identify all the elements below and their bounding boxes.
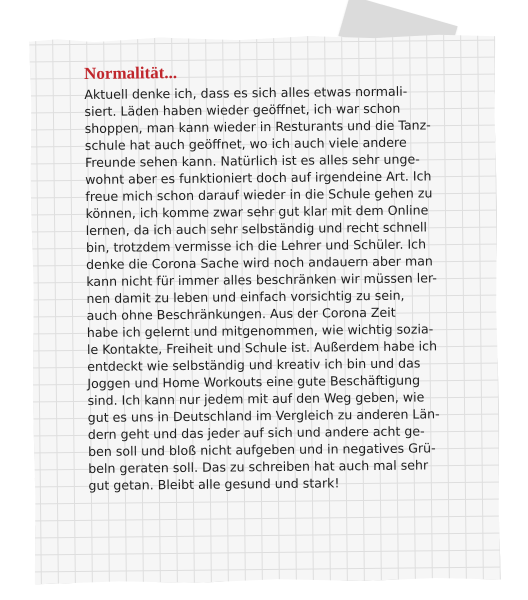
body-text-line: shoppen, man kann wieder in Resturants und die Tanz-	[84, 117, 431, 136]
body-text-line: wohnt aber es funktioniert doch auf irgendeine Art. Ich	[85, 168, 432, 187]
body-text-line: gut es uns in Deutschland im Vergleich zu anderen Län-	[87, 406, 440, 425]
body-text-line: denke die Corona Sache wird noch andauern aber man	[86, 253, 433, 272]
body-text-line: sind. Ich kann nur jedem mit auf den Weg geben, wie	[87, 389, 425, 408]
body-text-line: dern geht und das jeder auf sich und andere acht ge-	[87, 423, 425, 442]
body-text-line: beln geraten soll. Das zu schreiben hat auch mal sehr	[88, 457, 429, 476]
body-text-line: habe ich gelernt und mitgenommen, wie wichtig sozia-	[86, 321, 434, 340]
body-text-line: schule hat auch geöffnet, wo ich auch viele andere	[84, 134, 407, 153]
body-text-line: entdeckt wie selbständig und kreativ ich bin und das	[87, 355, 421, 374]
body-text-line: freue mich schon darauf wieder in die Schule gehen zu	[85, 185, 433, 204]
body-text-line: auch ohne Beschränkungen. Aus der Corona Zeit	[86, 304, 396, 323]
body-text-line: gut getan. Bleibt alle gesund und stark!	[88, 475, 340, 493]
body-text-line: können, ich komme zwar sehr gut klar mit dem Online	[85, 202, 429, 221]
body-text-line: le Kontakte, Freiheit und Schule ist. Außerdem habe ich	[86, 338, 438, 357]
body-text-line: bin, trotzdem vermisse ich die Lehrer und Schüler. Ich	[85, 236, 427, 255]
body-text-line: Joggen und Home Workouts eine gute Beschäftigung	[87, 372, 421, 391]
note-body	[84, 82, 460, 494]
body-text-line: ben soll und bloß nicht aufgeben und in negatives Grü-	[87, 440, 436, 459]
body-text-line: Aktuell denke ich, dass es sich alles etwas normali-	[84, 83, 408, 102]
body-text-line: kann nicht für immer alles beschränken wir müssen ler-	[86, 270, 437, 289]
body-text-line: siert. Läden haben wieder geöffnet, ich war schon	[84, 100, 401, 119]
note-title: Normalität...	[84, 63, 178, 83]
note-content	[84, 60, 460, 494]
body-text-line: nen damit zu leben und einfach vorsichtig zu sein,	[86, 287, 405, 306]
body-text-line: Freunde sehen kann. Natürlich ist es alles sehr unge-	[84, 151, 420, 170]
body-text-line: lernen, da ich auch sehr selbständig und recht schnell	[85, 219, 428, 238]
